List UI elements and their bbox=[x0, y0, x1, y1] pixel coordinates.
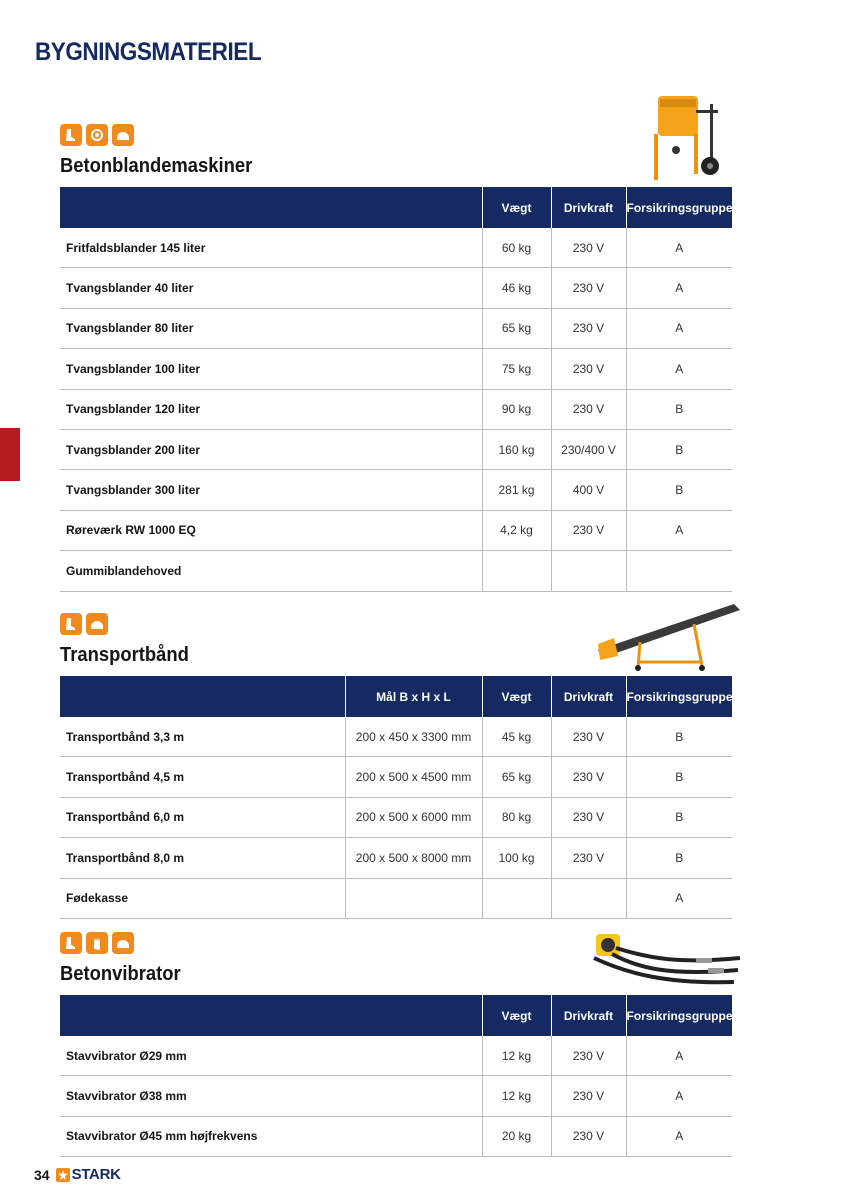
product-name-cell: Transportbånd 4,5 m bbox=[60, 757, 345, 797]
table-cell: 20 kg bbox=[482, 1116, 551, 1156]
table-cell: 90 kg bbox=[482, 389, 551, 429]
product-name-cell: Gummiblandehoved bbox=[60, 551, 482, 591]
product-name-cell: Transportbånd 8,0 m bbox=[60, 838, 345, 878]
column-header: Drivkraft bbox=[551, 995, 626, 1036]
table-cell bbox=[482, 878, 551, 918]
column-header bbox=[60, 187, 482, 228]
table-cell: B bbox=[626, 717, 732, 757]
transportbaand-table bbox=[60, 676, 732, 919]
table-cell: A bbox=[626, 228, 732, 268]
table-cell: 65 kg bbox=[482, 308, 551, 348]
product-name-cell: Tvangsblander 120 liter bbox=[60, 389, 482, 429]
table-cell: 4,2 kg bbox=[482, 510, 551, 550]
table-cell: 400 V bbox=[551, 470, 626, 510]
table-header-row bbox=[60, 676, 732, 717]
product-name-cell: Transportbånd 3,3 m bbox=[60, 717, 345, 757]
conveyor-belt-image bbox=[594, 598, 742, 672]
table-cell: 281 kg bbox=[482, 470, 551, 510]
table-cell bbox=[345, 878, 482, 918]
table-cell: 230 V bbox=[551, 1036, 626, 1076]
helmet-icon bbox=[112, 932, 134, 954]
product-name-cell: Fødekasse bbox=[60, 878, 345, 918]
table-cell: B bbox=[626, 757, 732, 797]
table-row bbox=[60, 308, 732, 348]
table-cell: A bbox=[626, 510, 732, 550]
helmet-icon bbox=[86, 613, 108, 635]
table-cell: 230 V bbox=[551, 717, 626, 757]
page-number: 34 bbox=[34, 1166, 50, 1183]
table-cell: 230/400 V bbox=[551, 429, 626, 469]
column-header: Forsikringsgruppe bbox=[626, 995, 732, 1036]
table-cell: A bbox=[626, 349, 732, 389]
product-name-cell: Tvangsblander 80 liter bbox=[60, 308, 482, 348]
safety-boots-icon bbox=[60, 124, 82, 146]
table-cell: 80 kg bbox=[482, 797, 551, 837]
table-row bbox=[60, 510, 732, 550]
table-cell: 45 kg bbox=[482, 717, 551, 757]
table-row bbox=[60, 228, 732, 268]
table-cell: 230 V bbox=[551, 838, 626, 878]
table-cell bbox=[482, 551, 551, 591]
table-header-row bbox=[60, 995, 732, 1036]
column-header bbox=[60, 676, 345, 717]
section-betonblandemaskiner bbox=[60, 124, 733, 578]
table-cell: 230 V bbox=[551, 389, 626, 429]
brand-name: STARK bbox=[71, 1166, 121, 1183]
table-cell: A bbox=[626, 308, 732, 348]
stark-logo bbox=[56, 1166, 121, 1183]
section-title: Transportbånd bbox=[60, 644, 189, 666]
table-cell: A bbox=[626, 1076, 732, 1116]
product-name-cell: Fritfaldsblander 145 liter bbox=[60, 228, 482, 268]
table-cell: 75 kg bbox=[482, 349, 551, 389]
column-header: Drivkraft bbox=[551, 676, 626, 717]
concrete-vibrator-image bbox=[588, 928, 748, 992]
product-name-cell: Tvangsblander 100 liter bbox=[60, 349, 482, 389]
table-header-row bbox=[60, 187, 732, 228]
table-cell: B bbox=[626, 838, 732, 878]
helmet-icon bbox=[112, 124, 134, 146]
table-cell: 230 V bbox=[551, 510, 626, 550]
stark-logo-icon bbox=[56, 1168, 70, 1182]
product-name-cell: Røreværk RW 1000 EQ bbox=[60, 510, 482, 550]
table-row bbox=[60, 268, 732, 308]
column-header: Forsikringsgruppe bbox=[626, 676, 732, 717]
table-cell: A bbox=[626, 1036, 732, 1076]
table-row bbox=[60, 1036, 732, 1076]
table-row bbox=[60, 429, 732, 469]
table-cell: 12 kg bbox=[482, 1076, 551, 1116]
table-cell: 230 V bbox=[551, 757, 626, 797]
table-cell: 230 V bbox=[551, 268, 626, 308]
product-name-cell: Tvangsblander 200 liter bbox=[60, 429, 482, 469]
table-row bbox=[60, 878, 732, 918]
table-cell: B bbox=[626, 389, 732, 429]
table-row bbox=[60, 717, 732, 757]
table-row bbox=[60, 1076, 732, 1116]
table-cell: 230 V bbox=[551, 349, 626, 389]
table-cell: A bbox=[626, 1116, 732, 1156]
table-cell: 65 kg bbox=[482, 757, 551, 797]
betonblandemaskiner-table bbox=[60, 187, 732, 592]
table-row bbox=[60, 551, 732, 591]
table-cell: 230 V bbox=[551, 228, 626, 268]
product-name-cell: Tvangsblander 40 liter bbox=[60, 268, 482, 308]
product-name-cell: Tvangsblander 300 liter bbox=[60, 470, 482, 510]
table-row bbox=[60, 349, 732, 389]
column-header: Drivkraft bbox=[551, 187, 626, 228]
table-cell: B bbox=[626, 470, 732, 510]
page-title: BYGNINGSMATERIEL bbox=[35, 38, 262, 66]
table-cell: 200 x 450 x 3300 mm bbox=[345, 717, 482, 757]
betonvibrator-table bbox=[60, 995, 732, 1157]
table-row bbox=[60, 470, 732, 510]
table-cell: 230 V bbox=[551, 1076, 626, 1116]
table-cell: 230 V bbox=[551, 797, 626, 837]
section-tab-marker bbox=[0, 428, 20, 481]
table-cell: B bbox=[626, 797, 732, 837]
table-cell: A bbox=[626, 878, 732, 918]
table-cell: 60 kg bbox=[482, 228, 551, 268]
page-footer bbox=[34, 1166, 121, 1183]
table-cell: B bbox=[626, 429, 732, 469]
column-header: Mål B x H x L bbox=[345, 676, 482, 717]
column-header: Vægt bbox=[482, 187, 551, 228]
column-header: Forsikringsgruppe bbox=[626, 187, 732, 228]
ear-protection-icon bbox=[86, 124, 108, 146]
product-name-cell: Stavvibrator Ø45 mm højfrekvens bbox=[60, 1116, 482, 1156]
concrete-mixer-image bbox=[640, 90, 728, 186]
table-cell bbox=[551, 551, 626, 591]
product-name-cell: Stavvibrator Ø38 mm bbox=[60, 1076, 482, 1116]
safety-boots-icon bbox=[60, 613, 82, 635]
section-title: Betonblandemaskiner bbox=[60, 155, 253, 177]
column-header: Vægt bbox=[482, 995, 551, 1036]
table-cell: 200 x 500 x 4500 mm bbox=[345, 757, 482, 797]
table-cell: 100 kg bbox=[482, 838, 551, 878]
safety-boots-icon bbox=[60, 932, 82, 954]
gloves-icon bbox=[86, 932, 108, 954]
table-row bbox=[60, 1116, 732, 1156]
product-name-cell: Transportbånd 6,0 m bbox=[60, 797, 345, 837]
table-cell: 230 V bbox=[551, 308, 626, 348]
section-title: Betonvibrator bbox=[60, 963, 181, 985]
table-cell: 160 kg bbox=[482, 429, 551, 469]
safety-icons bbox=[60, 124, 732, 148]
table-row bbox=[60, 838, 732, 878]
table-cell: 12 kg bbox=[482, 1036, 551, 1076]
table-cell: 46 kg bbox=[482, 268, 551, 308]
column-header: Vægt bbox=[482, 676, 551, 717]
table-cell: A bbox=[626, 268, 732, 308]
table-row bbox=[60, 389, 732, 429]
table-cell: 230 V bbox=[551, 1116, 626, 1156]
table-cell: 200 x 500 x 6000 mm bbox=[345, 797, 482, 837]
table-cell bbox=[626, 551, 732, 591]
table-cell: 200 x 500 x 8000 mm bbox=[345, 838, 482, 878]
product-name-cell: Stavvibrator Ø29 mm bbox=[60, 1036, 482, 1076]
column-header bbox=[60, 995, 482, 1036]
table-row bbox=[60, 797, 732, 837]
table-cell bbox=[551, 878, 626, 918]
table-row bbox=[60, 757, 732, 797]
